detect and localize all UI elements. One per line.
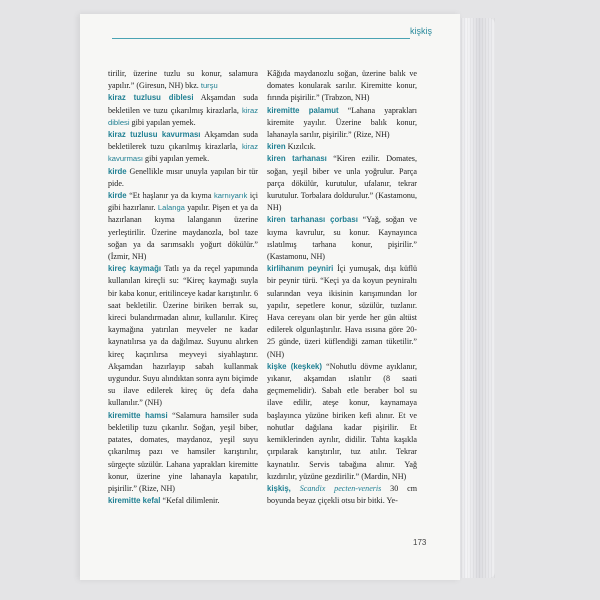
right-column (267, 68, 417, 507)
dictionary-entry (108, 166, 258, 190)
entry-headword: kiren (267, 142, 286, 152)
entry-headword: kireç kaymağı (108, 264, 162, 274)
dictionary-entry (267, 263, 417, 361)
running-head: kişkiş (410, 26, 432, 36)
entry-headword: kiremitte hamsi (108, 410, 168, 420)
entry-text: Kızılcık. (285, 142, 316, 152)
entry-text: Akşamdan suda bekletilen ve tuzu çıkarılmış kirazlarla, (108, 93, 258, 115)
dictionary-entry (108, 129, 258, 166)
entry-headword: kiren tarhanası (267, 154, 327, 164)
dictionary-entry (267, 153, 417, 214)
entry-headword: kirde (108, 166, 127, 176)
dictionary-entry (108, 92, 258, 129)
dictionary-entry (108, 495, 258, 507)
entry-headword: kişkiş, (267, 483, 291, 493)
entry-text: “Yağ, soğan ve kıyma kavrulur, su konur. Kaynayınca ıslatılmış tarhana konur, pişirilir.” (Kastamonu, NH) (267, 215, 417, 262)
book-page (80, 14, 460, 580)
cross-reference: kiraz kavurması (108, 142, 258, 164)
entry-text: içi gibi hazırlanır. (108, 191, 258, 213)
dictionary-entry (108, 410, 258, 495)
entry-headword: kiraz tuzlusu diblesi (108, 93, 194, 103)
entry-text: İçi yumuşak, dışı küflü bir peynir türü. “Keçi ya da koyun peyniraltı sularından veya ikisinin karışımından lor yapılır, sepetlere konur, süzülür, tuzlanır. Hava cereyanı olan bir yerde her gün altüst edilerek olgunlaştırılır. Hava ısısına göre 20-25 günde, üzeri küflendiği zaman tüketilir.” (NH) (267, 264, 417, 359)
dictionary-entry (267, 68, 417, 105)
dictionary-entry (108, 68, 258, 92)
scientific-name: Scandix pecten-veneris (299, 483, 382, 493)
cross-reference: karnıyarık (213, 191, 248, 201)
dictionary-entry (267, 361, 417, 483)
entry-headword: kirlihanım peyniri (267, 264, 334, 274)
cross-reference: turşu (200, 81, 218, 91)
header-rule (112, 38, 410, 39)
entry-text: Akşamdan suda bekletilerek tuzu çıkarılmış kirazlarla, (108, 130, 258, 152)
entry-headword: kiremitte kefal (108, 496, 161, 506)
entry-text: “Lahana yaprakları kiremite yayılır. Üzerine balık konur, lahanayla sarılır, pişirilir.” (Rize, NH) (267, 105, 417, 140)
cross-reference: Lalanga (157, 203, 185, 213)
dictionary-entry (267, 105, 417, 142)
entry-text: “Kefal dilimlenir. (160, 496, 220, 506)
entry-text: gibi yapılan yemek. (129, 117, 196, 127)
entry-text: yapılır. Pişen et ya da hazırlanan kıyma lalanganın üzerine yerleştirilir. Üzerine maydanozla, bol taze soğan ya da sarımsaklı yoğurt dökülür.” (İzmir, NH) (108, 203, 258, 262)
cross-reference: kiraz diblesi (108, 105, 258, 127)
entry-text: “Nohutlu dövme ayıklanır, yıkanır, akşamdan ıslatılır (8 saati geçmemelidir). Sabah etle beraber bol su ilave edilir, ateşe konur, kaynamaya başlayınca yüzüne biriken kefi alınır. Et ve nohutlar dağılana kadar pişirilir. Et kemiklerinden ayrılır, didilir. Tahta kaşıkla çırpılarak karıştırılır, tuz atılır. Tekrar kaynatılır. Servis tabağına alınır. Yağ kızdırılır, yüzüne gezdirilir.” (Mardin, NH) (267, 361, 418, 481)
dictionary-entry (108, 190, 258, 263)
entry-text: Genellikle mısır unuyla yapılan bir tür pide. (108, 166, 258, 188)
dictionary-entry (267, 483, 417, 507)
entry-text: “Kiren ezilir. Domates, soğan, yeşil biber ve unla yoğrulur. Parça parça dökülür, kurutulur, ufalanır, tekrar kurutulur. Torbalara doldurulur.” (Kastamonu, NH) (267, 154, 417, 213)
entry-text: tirilir, üzerine tuzlu su konur, salamura yapılır.” (Giresun, NH) bkz. (108, 69, 258, 91)
entry-headword: kiremitte palamut (267, 105, 339, 115)
entry-text: Tatlı ya da reçel yapımında kullanılan kireçli su: “Kireç kaymağı suyla bir kaba konur, eritilinceye kadar karıştırılır. 6 saat bekletilir. Üzerine biriken berrak su, kireci bulandırmadan alınır, kullanılır. Kireç kaymağına yatırılan meyveler ne kadar kaynatılırsa ya da dağılmaz. Suyunu alırken kireç kaçırılırsa meyveyi siyahlaştırır. Akşamdan hazırlayıp sabah kullanmak uygundur. Suyu alındıktan sonra aynı biçimde su ilave edilerek kireç üç defa daha kullanılır.” (NH) (108, 264, 258, 408)
page-number: 173 (413, 538, 427, 547)
entry-text: Kâğıda maydanozlu soğan, üzerine balık ve domates konularak sarılır. Kiremitte konur, fırında pişirilir.” (Trabzon, NH) (267, 69, 417, 103)
entry-text: gibi yapılan yemek. (143, 154, 210, 164)
entry-text: 30 cm boyunda beyaz çiçekli otsu bir bitki. Ye- (267, 483, 417, 506)
entry-headword: kişke (keşkek) (267, 361, 322, 371)
dictionary-entry (267, 141, 417, 153)
entry-text: “Salamura hamsiler suda bekletilip tuzu çıkarılır. Soğan, yeşil biber, patates, domates, maydanoz, yeşil suyu çıkarılmış pazı ve hamsiler karıştırılır, sürgeçte süzülür. Lahana yaprakları kiremitte konur, üzerine yine lahanayla kapatılır, pişirilir.” (Rize, NH) (108, 410, 258, 493)
dictionary-entry (108, 263, 258, 409)
dictionary-entry (267, 214, 417, 263)
book-page-edges (455, 18, 495, 578)
entry-headword: kiraz tuzlusu kavurması (108, 130, 201, 140)
entry-headword: kirde (108, 191, 127, 201)
entry-headword: kiren tarhanası çorbası (267, 215, 358, 225)
left-column (108, 68, 258, 507)
entry-text: “Et haşlanır ya da kıyma (126, 191, 214, 201)
entry-text (291, 484, 300, 493)
